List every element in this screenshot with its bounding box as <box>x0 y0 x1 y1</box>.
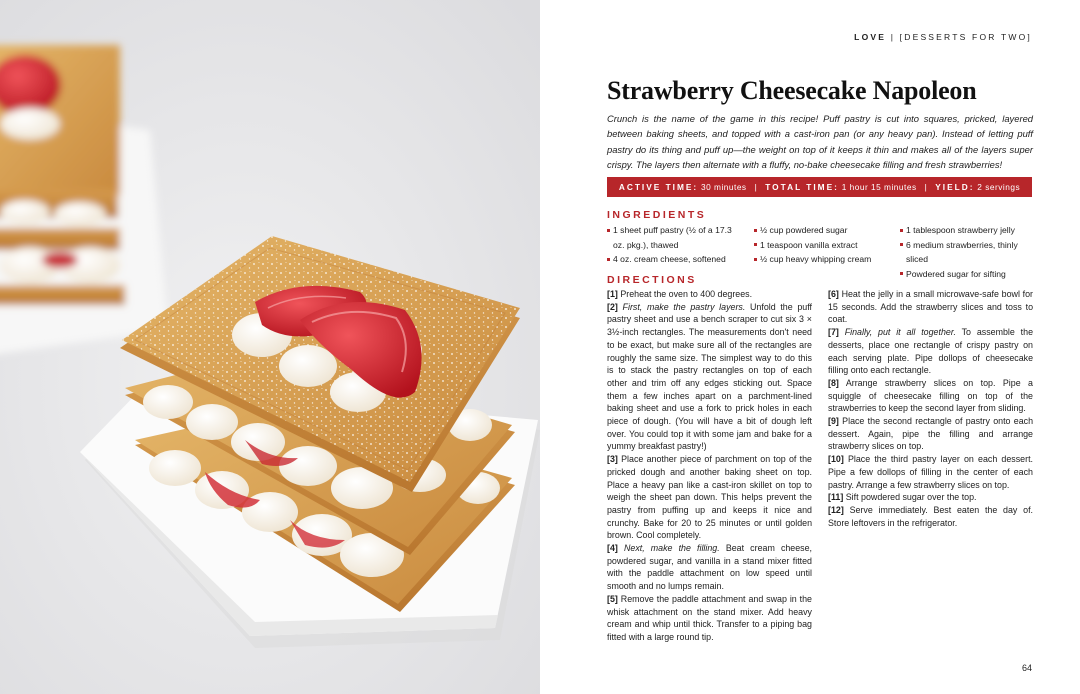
direction-step <box>828 504 1033 529</box>
step-number: [4] <box>607 543 618 554</box>
ingredients-column-2 <box>754 223 884 267</box>
step-text: Place the second rectangle of pastry onto each dessert. Again, pipe the filling and arrange strawberry slices on top. <box>828 416 1034 452</box>
ingredient-item: 4 oz. cream cheese, softened <box>607 252 732 267</box>
step-number: [8] <box>828 377 839 388</box>
step-text: Beat cream cheese, powdered sugar, and vanilla in a stand mixer fitted with the paddle attachment on low speed until smooth and no lumps remain. <box>607 543 813 592</box>
total-time-label: TOTAL TIME: <box>765 182 839 192</box>
step-text: Sift powdered sugar over the top. <box>845 492 977 503</box>
step-number: [2] <box>607 301 618 312</box>
direction-step <box>828 491 1033 504</box>
step-text: To assemble the desserts, place one rectangle of crispy pastry on each serving plate. Pipe dollops of cheesecake filling onto each rectangle. <box>828 327 1034 376</box>
step-lead: Next, make the filling. <box>623 543 720 554</box>
running-header-subsection: [DESSERTS FOR TWO] <box>899 32 1032 42</box>
active-time-value: 30 minutes <box>701 182 747 192</box>
ingredient-item: 1 sheet puff pastry (½ of a 17.3 oz. pkg.), thawed <box>607 223 732 252</box>
step-lead: Finally, put it all together. <box>844 327 956 338</box>
direction-step <box>828 415 1033 453</box>
step-text: Unfold the puff pastry sheet and use a bench scraper to cut six 3 × 3½-inch rectangles. The measurements don't need to be exact, but make sure all of the rectangles are roughly the same size. The simplest way to do this is to stack the pastry rectangles on top of each other and trim off any edges sticking out. Space them a few inches apart on a parchment-lined baking sheet and use a fork to prick holes in each piece of dough. (You will have a bit of dough left over. You could top it with some jam and bake for a yummy breakfast pastry!) <box>607 301 813 452</box>
running-header-section: LOVE <box>854 32 887 42</box>
direction-step <box>607 301 812 453</box>
step-number: [6] <box>828 289 839 299</box>
ingredients-column-3 <box>900 223 1035 281</box>
ingredients-heading: INGREDIENTS <box>607 209 707 221</box>
step-number: [3] <box>607 454 618 465</box>
step-text: Preheat the oven to 400 degrees. <box>620 289 753 299</box>
recipe-info-bar <box>607 177 1032 197</box>
direction-step <box>828 326 1033 377</box>
ingredient-item: 1 tablespoon strawberry jelly <box>900 223 1035 238</box>
step-text: Place the third pastry layer on each dessert. Pipe a few dollops of filling in the center of each pastry. Arrange a few strawberry slices on top. <box>828 454 1034 490</box>
step-number: [11] <box>828 492 844 503</box>
yield-label: YIELD: <box>935 182 975 192</box>
ingredients-column-1 <box>607 223 732 267</box>
recipe-page <box>540 0 1080 694</box>
yield-value: 2 servings <box>977 182 1021 192</box>
recipe-intro: Crunch is the name of the game in this recipe! Puff pastry is cut into squares, pricked, layered between baking sheets, and topped with a cast-iron pan (or any heavy pan). Instead of letting puff pastry do its thing and puff up—the weight on top of it keeps it thin and makes all of the layers super crispy. The layers then alternate with a fluffy, no-bake cheesecake filling and fresh strawberries! <box>607 113 1033 171</box>
direction-step <box>828 377 1033 415</box>
step-number: [9] <box>828 416 839 427</box>
step-text: Place another piece of parchment on top of the pricked dough and another baking sheet on top. Place a heavy pan like a cast-iron skillet on top to weigh the sheet pan down. This helps prevent the pastry from puffing up and keeps it nice and crunchy. Bake for 20 to 25 minutes or until golden brown. Cool completely. <box>607 454 812 541</box>
step-number: [5] <box>607 593 618 604</box>
running-header <box>854 32 1032 42</box>
step-number: [1] <box>607 289 618 299</box>
page-number: 64 <box>1021 663 1032 673</box>
step-text: Arrange strawberry slices on top. Pipe a squiggle of cheesecake filling on top of the strawberries to keep the second layer from sliding. <box>828 377 1033 414</box>
directions-heading: DIRECTIONS <box>607 274 697 286</box>
info-separator: | <box>924 182 928 192</box>
total-time-value: 1 hour 15 minutes <box>841 182 917 192</box>
ingredient-item: 1 teaspoon vanilla extract <box>754 238 884 253</box>
ingredient-item: Powdered sugar for sifting <box>900 267 1035 282</box>
step-text: Serve immediately. Best eaten the day of. Store leftovers in the refrigerator. <box>828 504 1034 528</box>
direction-step <box>828 453 1033 491</box>
step-number: [7] <box>828 327 839 338</box>
ingredient-item: 6 medium strawberries, thinly sliced <box>900 238 1035 267</box>
directions-column-2 <box>828 288 1033 529</box>
recipe-title: Strawberry Cheesecake Napoleon <box>607 76 977 105</box>
direction-step <box>607 542 812 593</box>
direction-step <box>607 593 812 644</box>
directions-column-1 <box>607 288 812 644</box>
info-separator: | <box>754 182 758 192</box>
direction-step <box>607 288 812 301</box>
step-number: [12] <box>828 504 844 515</box>
ingredient-item: ½ cup powdered sugar <box>754 223 884 238</box>
step-number: [10] <box>828 454 844 465</box>
direction-step <box>828 288 1033 326</box>
step-lead: First, make the pastry layers. <box>622 301 746 312</box>
step-text: Remove the paddle attachment and swap in the whisk attachment on the stand mixer. Add heavy cream and whip until thick. Transfer to a piping bag fitted with a large round tip. <box>607 593 812 642</box>
ingredient-item: ½ cup heavy whipping cream <box>754 252 884 267</box>
running-header-divider: | <box>890 32 896 42</box>
direction-step <box>607 453 812 542</box>
step-text: Heat the jelly in a small microwave-safe bowl for 15 seconds. Add the strawberry slices and toss to coat. <box>828 289 1033 325</box>
active-time-label: ACTIVE TIME: <box>618 182 699 192</box>
